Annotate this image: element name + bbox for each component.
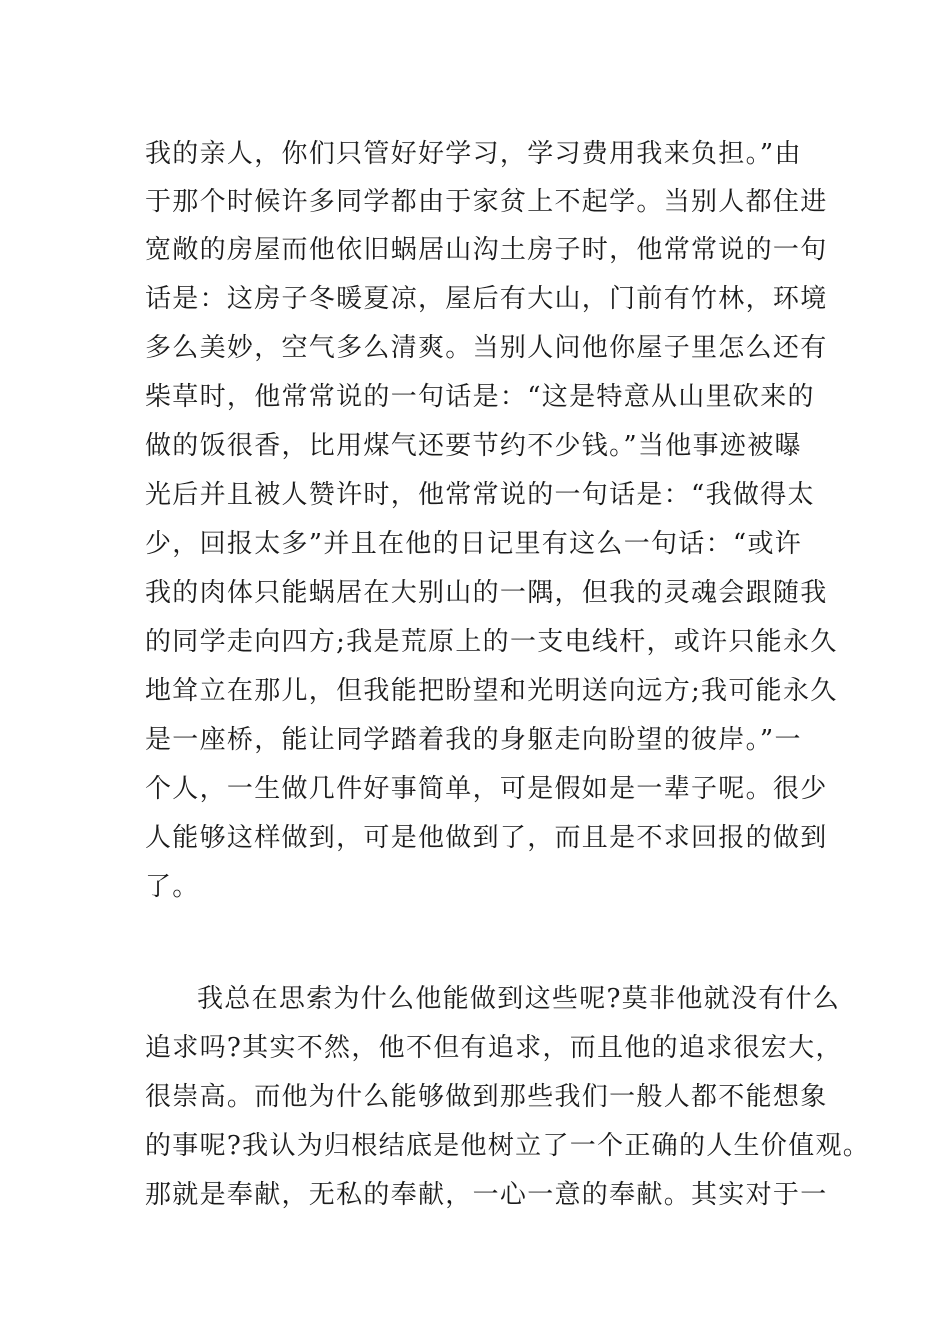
paragraph-1-line-5: 多么美妙，空气多么清爽。当别人问他你屋子里怎么还有 <box>145 333 828 363</box>
paragraph-1-line-14: 个人，一生做几件好事简单，可是假如是一辈子呢。很少 <box>145 774 828 804</box>
paragraph-1-line-6: 柴草时，他常常说的一句话是：“这是特意从山里砍来的 <box>145 382 815 412</box>
paragraph-1-line-3: 宽敞的房屋而他依旧蜗居山沟土房子时，他常常说的一句 <box>145 235 828 265</box>
paragraph-1-line-15: 人能够这样做到，可是他做到了，而且是不求回报的做到 <box>145 823 828 853</box>
paragraph-1-line-7: 做的饭很香，比用煤气还要节约不少钱。”当他事迹被曝 <box>145 431 802 461</box>
paragraph-2-line-2: 追求吗?其实不然，他不但有追求，而且他的追求很宏大， <box>145 1033 843 1063</box>
paragraph-1-line-10: 我的肉体只能蜗居在大别山的一隅，但我的灵魂会跟随我 <box>145 578 828 608</box>
paragraph-1-line-12: 地耸立在那儿，但我能把盼望和光明送向远方;我可能永久 <box>145 676 838 706</box>
paragraph-1-line-13: 是一座桥，能让同学踏着我的身躯走向盼望的彼岸。”一 <box>145 725 802 755</box>
paragraph-2-line-5: 那就是奉献，无私的奉献，一心一意的奉献。其实对于一 <box>145 1180 828 1210</box>
paragraph-2-line-1: 我总在思索为什么他能做到这些呢?莫非他就没有什么 <box>197 984 841 1014</box>
paragraph-1-line-16: 了。 <box>145 872 200 902</box>
paragraph-1-line-11: 的同学走向四方;我是荒原上的一支电线杆，或许只能永久 <box>145 627 838 657</box>
paragraph-1-line-9: 少，回报太多”并且在他的日记里有这么一句话：“或许 <box>145 529 803 559</box>
paragraph-1-line-4: 话是：这房子冬暖夏凉，屋后有大山，门前有竹林，环境 <box>145 284 828 314</box>
paragraph-1-line-8: 光后并且被人赞许时，他常常说的一句话是：“我做得太 <box>145 480 815 510</box>
paragraph-2-line-4: 的事呢?我认为归根结底是他树立了一个正确的人生价值观。 <box>145 1131 871 1161</box>
paragraph-1-line-2: 于那个时候许多同学都由于家贫上不起学。当别人都住进 <box>145 187 828 217</box>
paragraph-2-line-3: 很崇高。而他为什么能够做到那些我们一般人都不能想象 <box>145 1082 828 1112</box>
paragraph-1-line-1: 我的亲人，你们只管好好学习，学习费用我来负担。”由 <box>145 139 802 169</box>
